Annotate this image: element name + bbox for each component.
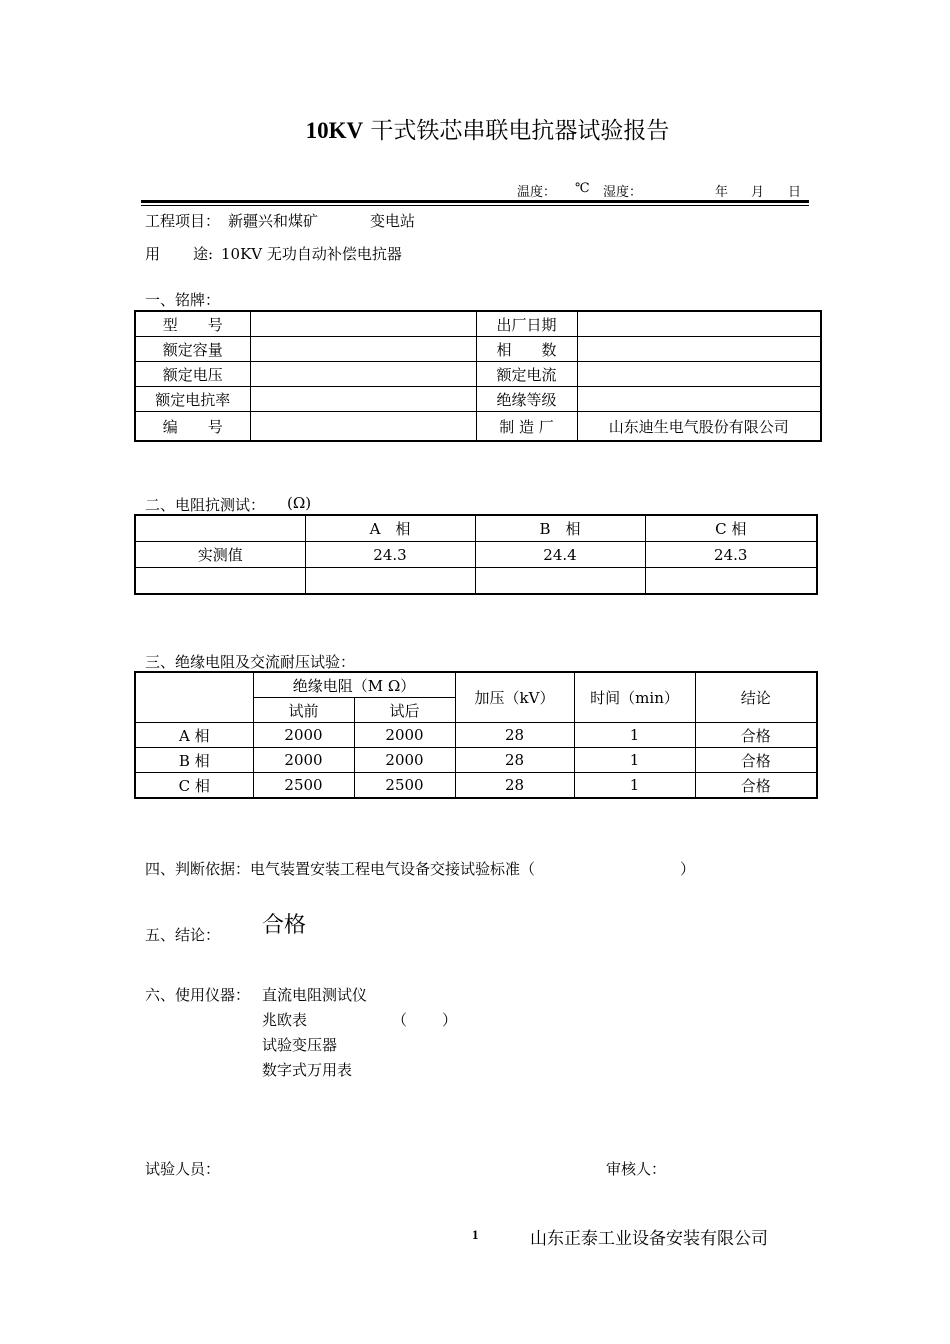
column-header: 试后 (354, 698, 455, 723)
insulation-table (134, 671, 818, 799)
table-row (135, 773, 817, 799)
table-cell (135, 672, 253, 723)
table-cell: 1 (574, 748, 695, 773)
table-row (135, 337, 821, 362)
impedance-unit: (Ω) (287, 494, 312, 512)
table-cell: 24.3 (645, 542, 817, 568)
table-cell (135, 568, 305, 595)
row-label: A 相 (135, 723, 253, 748)
nameplate-value (250, 362, 476, 387)
instrument-item: 兆欧表 (262, 1011, 308, 1029)
column-header: C 相 (645, 515, 817, 542)
table-cell: 24.3 (305, 542, 475, 568)
row-label: 实测值 (135, 542, 305, 568)
header-rule-thin (141, 205, 809, 206)
standard-basis-text: 四、判断依据：电气装置安装工程电气设备交接试验标准（ (145, 860, 536, 878)
column-header: B 相 (475, 515, 645, 542)
project-station: 变电站 (370, 212, 416, 230)
instrument-paren-open: （ (392, 1011, 408, 1029)
nameplate-label: 型 号 (135, 311, 250, 337)
day-label: 日 (788, 185, 802, 200)
table-row (135, 542, 817, 568)
nameplate-value (250, 387, 476, 412)
nameplate-label: 相 数 (476, 337, 577, 362)
table-cell: 2000 (253, 748, 354, 773)
table-cell: 合格 (695, 723, 817, 748)
nameplate-label: 编 号 (135, 412, 250, 442)
column-header: 试前 (253, 698, 354, 723)
instrument-item: 数字式万用表 (262, 1061, 353, 1079)
project-label: 工程项目： (145, 212, 221, 230)
nameplate-value (250, 337, 476, 362)
nameplate-label: 额定容量 (135, 337, 250, 362)
nameplate-label: 出厂日期 (476, 311, 577, 337)
table-row (135, 311, 821, 337)
row-label: B 相 (135, 748, 253, 773)
nameplate-value (577, 311, 821, 337)
table-cell: 2000 (253, 723, 354, 748)
tester-label: 试验人员： (145, 1160, 221, 1178)
table-cell (475, 568, 645, 595)
usage-label-1: 用 (145, 245, 161, 263)
column-header: 绝缘电阻（M Ω） (253, 672, 455, 698)
instrument-item: 直流电阻测试仪 (262, 986, 368, 1004)
page-number: 1 (472, 1227, 479, 1242)
nameplate-label: 额定电抗率 (135, 387, 250, 412)
instrument-paren-close: ） (442, 1011, 458, 1029)
table-row (135, 362, 821, 387)
table-row (135, 568, 817, 595)
insulation-heading: 三、绝缘电阻及交流耐压试验： (145, 653, 356, 671)
nameplate-label: 制 造 厂 (476, 412, 577, 442)
table-cell: 28 (455, 773, 574, 799)
nameplate-value (577, 362, 821, 387)
humidity-label: 湿度： (603, 185, 643, 200)
column-header (135, 515, 305, 542)
report-title: 10KV 干式铁芯串联电抗器试验报告 (305, 118, 670, 144)
table-cell: 合格 (695, 748, 817, 773)
footer-company: 山东正泰工业设备安装有限公司 (530, 1229, 768, 1249)
table-cell: 2500 (354, 773, 455, 799)
table-cell: 24.4 (475, 542, 645, 568)
row-label: C 相 (135, 773, 253, 799)
column-header: 时间（min） (574, 672, 695, 723)
impedance-heading: 二、电阻抗测试： (145, 496, 266, 514)
month-label: 月 (751, 185, 765, 200)
temperature-label: 温度： (517, 185, 557, 200)
nameplate-heading: 一、铭牌： (145, 291, 221, 309)
table-cell: 28 (455, 723, 574, 748)
usage-label-2: 途: (193, 245, 214, 263)
usage-value: 10KV 无功自动补偿电抗器 (221, 245, 402, 263)
table-row (135, 723, 817, 748)
instruments-label: 六、使用仪器： (145, 986, 251, 1004)
nameplate-label: 额定电压 (135, 362, 250, 387)
nameplate-table (134, 310, 822, 442)
table-cell (305, 568, 475, 595)
column-header: 结论 (695, 672, 817, 723)
nameplate-value (577, 337, 821, 362)
instrument-item: 试验变压器 (262, 1036, 338, 1054)
table-cell (645, 568, 817, 595)
year-label: 年 (715, 185, 729, 200)
conclusion-label: 五、结论： (145, 926, 221, 944)
nameplate-value (577, 387, 821, 412)
column-header: A 相 (305, 515, 475, 542)
nameplate-value (250, 311, 476, 337)
manufacturer-value: 山东迪生电气股份有限公司 (577, 412, 821, 442)
header-rule-thick (141, 200, 809, 203)
column-header: 加压（kV） (455, 672, 574, 723)
table-cell: 合格 (695, 773, 817, 799)
nameplate-value (250, 412, 476, 442)
nameplate-label: 额定电流 (476, 362, 577, 387)
table-row (135, 672, 817, 698)
table-cell: 2000 (354, 723, 455, 748)
project-name: 新疆兴和煤矿 (228, 212, 319, 230)
standard-basis-close: ） (680, 860, 696, 878)
table-cell: 2500 (253, 773, 354, 799)
table-row (135, 515, 817, 542)
table-cell: 2000 (354, 748, 455, 773)
nameplate-label: 绝缘等级 (476, 387, 577, 412)
conclusion-value: 合格 (262, 913, 307, 938)
table-row (135, 412, 821, 442)
reviewer-label: 审核人： (606, 1160, 667, 1178)
table-row (135, 387, 821, 412)
table-cell: 1 (574, 773, 695, 799)
impedance-table (134, 514, 818, 595)
temperature-unit: ℃ (575, 181, 590, 196)
table-cell: 28 (455, 748, 574, 773)
table-cell: 1 (574, 723, 695, 748)
table-row (135, 748, 817, 773)
